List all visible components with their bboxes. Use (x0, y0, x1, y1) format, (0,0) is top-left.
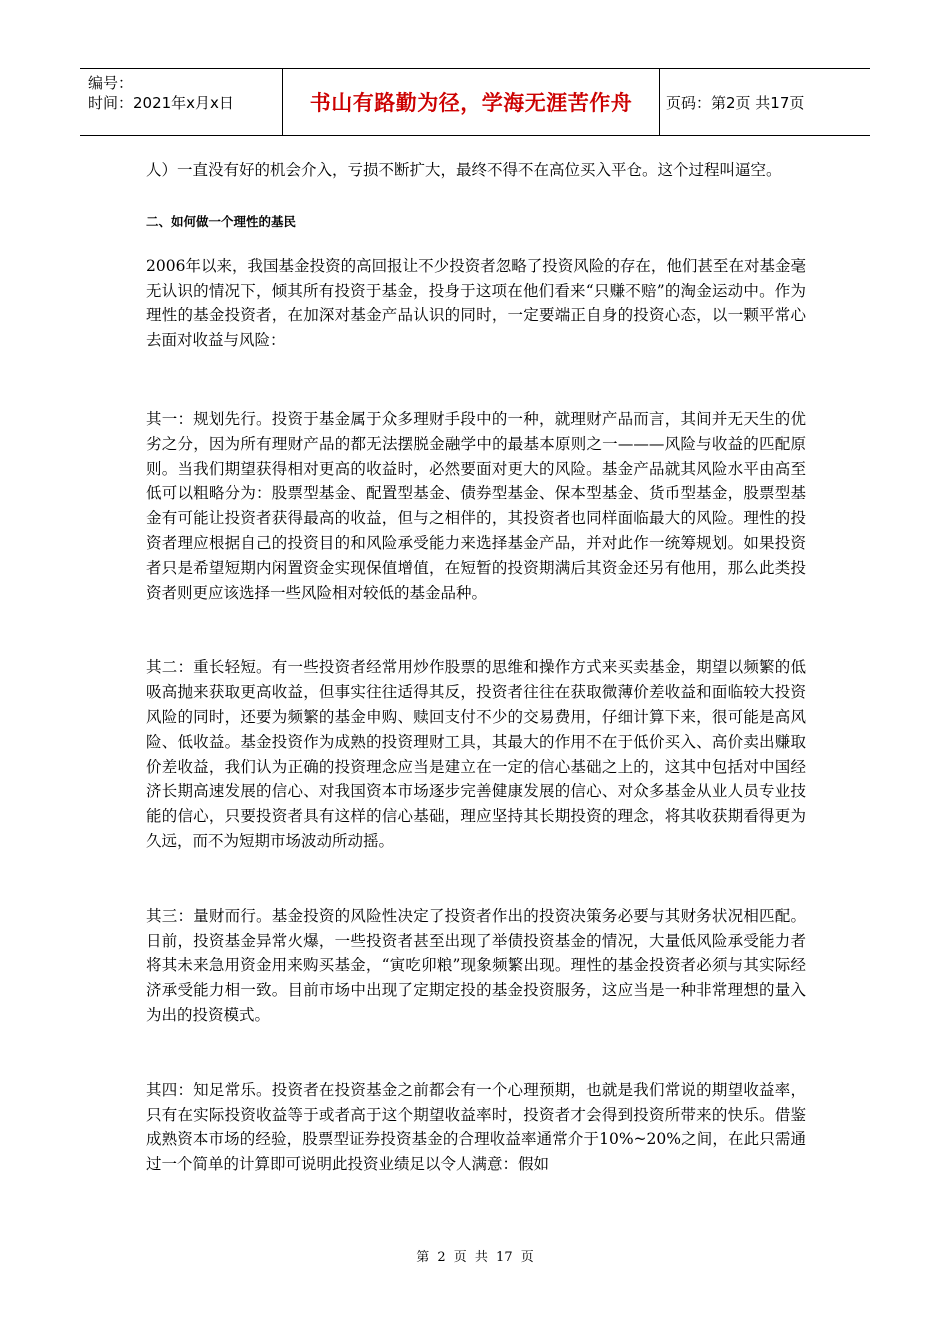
point-three-paragraph: 其三：量财而行。基金投资的风险性决定了投资者作出的投资决策务必要与其财务状况相匹配。日前，投资基金异常火爆，一些投资者甚至出现了举债投资基金的情况，大量低风险承受能力者将其未来急用资金用来购买基金，“寅吃卯粮”现象频繁出现。理性的基金投资者必须与其实际经济承受能力相一致。目前市场中出现了定期定投的基金投资服务，这应当是一种非常理想的量入为出的投资模式。 (146, 906, 806, 1024)
intro-paragraph: 2006年以来，我国基金投资的高回报让不少投资者忽略了投资风险的存在，他们甚至在对基金毫无认识的情况下，倾其所有投资于基金，投身于这项在他们看来“只赚不赔”的淘金运动中。作为理性的基金投资者，在加深对基金产品认识的同时，一定要端正自身的投资心态，以一颗平常心去面对收益与风险： (146, 256, 806, 350)
document-body (146, 158, 806, 1177)
point-two-paragraph: 其二：重长轻短。有一些投资者经常用炒作股票的思维和操作方式来买卖基金，期望以频繁的低吸高抛来获取更高收益，但事实往往适得其反，投资者往往在获取微薄价差收益和面临较大投资风险的同时，还要为频繁的基金申购、赎回支付不少的交易费用，仔细计算下来，很可能是高风险、低收益。基金投资作为成熟的投资理财工具，其最大的作用不在于低价买入、高价卖出赚取价差收益，我们认为正确的投资理念应当是建立在一定的信心基础之上的，这其中包括对中国经济长期高速发展的信心、对我国资本市场逐步完善健康发展的信心、对众多基金从业人员专业技能的信心，只要投资者具有这样的信心基础，理应坚持其长期投资的理念，将其收获期看得更为久远，而不为短期市场波动所动摇。 (146, 658, 806, 850)
header-meta (88, 73, 234, 113)
header-motto: 书山有路勤为径，学海无涯苦作舟 (309, 91, 633, 115)
header-page-info: 页码：第2页 共17页 (666, 93, 805, 112)
point-four-paragraph: 其四：知足常乐。投资者在投资基金之前都会有一个心理预期，也就是我们常说的期望收益率，只有在实际投资收益等于或者高于这个期望收益率时，投资者才会得到投资所带来的快乐。借鉴成熟资本市场的经验，股票型证券投资基金的合理收益率通常介于10%~20%之间，在此只需通过一个简单的计算即可说明此投资业绩足以令人满意：假如 (146, 1080, 806, 1174)
page-footer: 第 2 页 共 17 页 (416, 1250, 534, 1265)
header-motto-cell (282, 69, 660, 135)
document-date: 时间：2021年x月x日 (88, 94, 234, 112)
section-heading: 二、如何做一个理性的基民 (146, 213, 297, 229)
document-number-label: 编号： (88, 74, 134, 92)
point-one-paragraph: 其一：规划先行。投资于基金属于众多理财手段中的一种，就理财产品而言，其间并无天生的优劣之分，因为所有理财产品的都无法摆脱金融学中的最基本原则之一———风险与收益的匹配原则。当我们期望获得相对更高的收益时，必然要面对更大的风险。基金产品就其风险水平由高至低可以粗略分为：股票型基金、配置型基金、债券型基金、保本型基金、货币型基金，股票型基金有可能让投资者获得最高的收益，但与之相伴的，其投资者也同样面临最大的风险。理性的投资者理应根据自己的投资目的和风险承受能力来选择基金产品，并对此作一统筹规划。如果投资者只是希望短期内闲置资金实现保值增值，在短暂的投资期满后其资金还另有他用，那么此类投资者则更应该选择一些风险相对较低的基金品种。 (146, 409, 806, 602)
continued-paragraph: 人）一直没有好的机会介入，亏损不断扩大，最终不得不在高位买入平仓。这个过程叫逼空。 (146, 161, 782, 179)
page-header (80, 68, 870, 136)
